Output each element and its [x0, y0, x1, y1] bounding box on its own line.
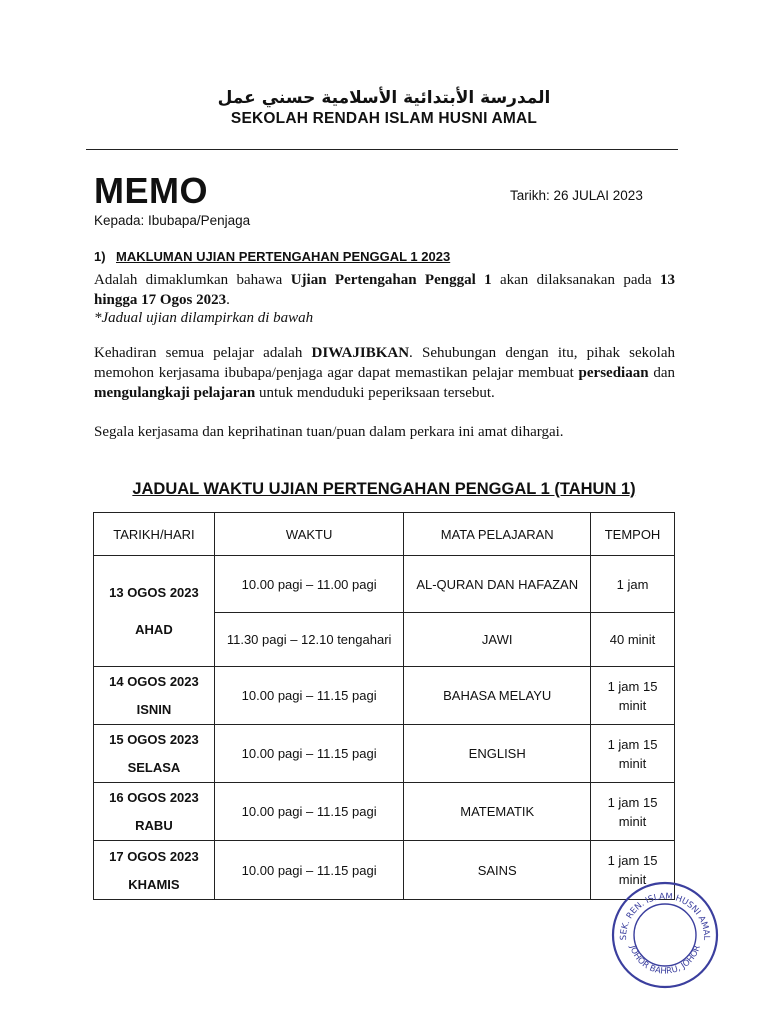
- school-name-arabic: المدرسة الأبتدائية الأسلامية حسني عمل: [217, 88, 551, 108]
- subject-cell: BAHASA MELAYU: [404, 667, 591, 725]
- stamp-top-text: SEK. REN. ISLAM HUSNI AMAL: [618, 891, 712, 941]
- subject-cell: SAINS: [404, 841, 591, 900]
- school-name: SEKOLAH RENDAH ISLAM HUSNI AMAL: [230, 110, 538, 127]
- duration-cell: 40 minit: [591, 613, 675, 667]
- exam-date: 17 OGOS 2023: [109, 848, 199, 864]
- table-header-row: [94, 513, 675, 556]
- memo-recipient: Kepada: Ibubapa/Penjaga: [94, 213, 251, 228]
- date-cell: [94, 556, 215, 667]
- exam-schedule-table: [93, 512, 675, 900]
- memo-date: Tarikh: 26 JULAI 2023: [510, 188, 643, 203]
- duration-cell: 1 jam 15 minit: [591, 841, 675, 900]
- subject-cell: MATEMATIK: [404, 783, 591, 841]
- p2-preparation: persediaan: [578, 365, 649, 381]
- subject-cell: ENGLISH: [404, 725, 591, 783]
- time-cell: 11.30 pagi – 12.10 tengahari: [214, 613, 404, 667]
- p1-text-a: Adalah dimaklumkan bahawa: [94, 272, 291, 288]
- exam-day: ISNIN: [136, 702, 172, 717]
- duration-cell: 1 jam 15 minit: [591, 725, 675, 783]
- announcement-paragraph: [94, 270, 675, 310]
- section-title: MAKLUMAN UJIAN PERTENGAHAN PENGGAL 1 2023: [116, 249, 451, 264]
- subject-cell: JAWI: [404, 613, 591, 667]
- time-cell: 10.00 pagi – 11.15 pagi: [214, 783, 404, 841]
- table-row: [94, 783, 675, 841]
- time-cell: 10.00 pagi – 11.15 pagi: [214, 667, 404, 725]
- duration-cell: 1 jam 15 minit: [591, 667, 675, 725]
- stamp-inner-ring: [634, 904, 696, 966]
- exam-date: 14 OGOS 2023: [109, 674, 199, 689]
- exam-date: 15 OGOS 2023: [109, 732, 199, 747]
- duration-cell: 1 jam 15 minit: [591, 783, 675, 841]
- p1-text-e: .: [226, 292, 230, 308]
- school-stamp: [610, 880, 720, 990]
- exam-date: 16 OGOS 2023: [109, 790, 199, 805]
- section-number: 1): [94, 249, 106, 264]
- exam-day: AHAD: [135, 622, 173, 637]
- p2-text-g: untuk menduduki peperiksaan tersebut.: [255, 385, 495, 401]
- schedule-table-title: JADUAL WAKTU UJIAN PERTENGAHAN PENGGAL 1 (TAHUN 1): [132, 480, 636, 498]
- time-cell: 10.00 pagi – 11.15 pagi: [214, 841, 404, 900]
- time-cell: 10.00 pagi – 11.15 pagi: [214, 725, 404, 783]
- header-divider: [86, 149, 678, 150]
- p1-exam-name: Ujian Pertengahan Penggal 1: [290, 272, 492, 288]
- time-cell: 10.00 pagi – 11.00 pagi: [214, 556, 404, 613]
- attendance-paragraph: [94, 343, 675, 403]
- date-cell: [94, 667, 215, 725]
- schedule-note: *Jadual ujian dilampirkan di bawah: [94, 310, 314, 326]
- stamp-bottom-text: JOHOR BAHRU, JOHOR: [627, 944, 703, 977]
- header-subject: MATA PELAJARAN: [404, 513, 591, 556]
- memo-title: MEMO: [94, 170, 208, 211]
- date-cell: [94, 725, 215, 783]
- exam-date: 13 OGOS 2023: [109, 585, 199, 600]
- exam-day: RABU: [135, 818, 173, 833]
- appreciation-paragraph: Segala kerjasama dan keprihatinan tuan/puan dalam perkara ini amat dihargai.: [94, 424, 564, 440]
- table-row: [94, 841, 675, 900]
- section-heading: [94, 249, 450, 264]
- table-row: [94, 725, 675, 783]
- header-date-day: TARIKH/HARI: [94, 513, 215, 556]
- header-duration: TEMPOH: [591, 513, 675, 556]
- date-cell: [94, 841, 215, 900]
- table-row: [94, 556, 675, 613]
- table-row: [94, 667, 675, 725]
- duration-cell: 1 jam: [591, 556, 675, 613]
- p2-mandatory: DIWAJIBKAN: [311, 345, 410, 361]
- exam-day: SELASA: [127, 760, 181, 775]
- p1-text-c: akan dilaksanakan pada: [491, 272, 661, 288]
- p2-text-a: Kehadiran semua pelajar adalah: [94, 345, 312, 361]
- p2-text-e: dan: [648, 365, 675, 381]
- p2-text-c: . Sehubungan dengan itu, pihak sekolah memohon kerjasama ibubapa/penjaga agar dapat memastikan pelajar membuat: [94, 345, 675, 381]
- p2-revision: mengulangkaji pelajaran: [94, 385, 256, 401]
- p1-exam-dates: 13 hingga 17 Ogos 2023: [94, 272, 676, 308]
- exam-day: KHAMIS: [128, 876, 180, 892]
- subject-cell: AL-QURAN DAN HAFAZAN: [404, 556, 591, 613]
- header-time: WAKTU: [214, 513, 404, 556]
- date-cell: [94, 783, 215, 841]
